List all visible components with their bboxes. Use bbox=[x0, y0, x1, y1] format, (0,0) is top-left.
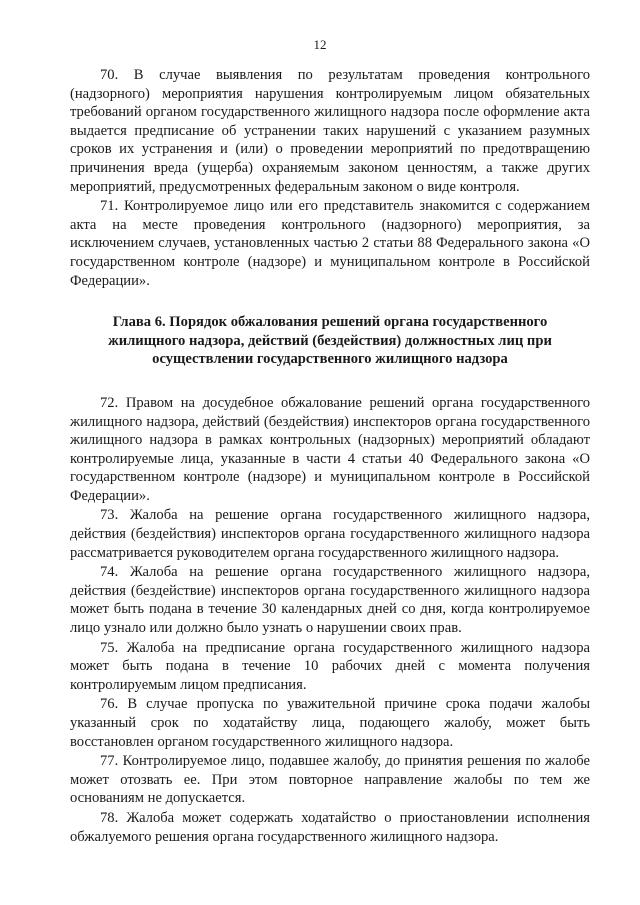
paragraph-70: 70. В случае выявления по результатам проведения контрольного (надзорного) мероприятия нарушения контролируемым лицом обязательных требований органом государственного жилищного надзора после оформление акта выдается предписание об устранении таких нарушений с указанием разумных сроков их устранения и (или) о проведении мероприятий по предотвращению причинения вреда (ущерба) охраняемым законом ценностям, а также других мероприятий, предусмотренных федеральным законом о виде контроля. bbox=[70, 67, 590, 195]
paragraph-78: 78. Жалоба может содержать ходатайство о приостановлении исполнения обжалуемого решения органа государственного жилищного надзора. bbox=[70, 809, 590, 845]
page-number: 12 bbox=[313, 37, 327, 52]
paragraph-71: 71. Контролируемое лицо или его представитель знакомится с содержанием акта на месте проведения контрольного (надзорного) мероприятия, за исключением случаев, установленных частью 2 статьи 88 Федерального закона «О государственном контроле (надзоре) и муниципальном контроле в Российской Федерации». bbox=[70, 198, 590, 289]
paragraph-72: 72. Правом на досудебное обжалование решений органа государственного жилищного надзора, действий (бездействия) инспекторов органа государственного жилищного надзора в рамках контрольных (надзорных) мероприятий обладают контролируемые лица, указанные в части 4 статьи 40 Федерального закона «О государственном контроле (надзоре) и муниципальном контроле в Российской Федерации». bbox=[70, 394, 590, 504]
paragraph-74: 74. Жалоба на решение органа государственного жилищного надзора, действия (бездействие) инспекторов органа государственного жилищного надзора может быть подана в течение 30 календарных дней со дня, когда контролируемое лицо узнало или должно было узнать о нарушении своих прав. bbox=[70, 564, 590, 637]
paragraph-77: 77. Контролируемое лицо, подавшее жалобу, до принятия решения по жалобе может отозвать ее. При этом повторное направление жалобы по тем же основаниям не допускается. bbox=[70, 753, 590, 807]
document-body bbox=[70, 66, 590, 847]
paragraph-75: 75. Жалоба на предписание органа государственного жилищного надзора может быть подана в течение 10 рабочих дней с момента получения контролируемым лицом предписания. bbox=[70, 639, 590, 693]
paragraph-76: 76. В случае пропуска по уважительной причине срока подачи жалобы указанный срок по ходатайству лица, подающего жалобу, может быть восстановлен органом государственного жилищного надзора. bbox=[70, 696, 590, 750]
paragraph-73: 73. Жалоба на решение органа государственного жилищного надзора, действия (бездействия) инспекторов органа государственного жилищного надзора рассматривается руководителем органа государственного жилищного надзора. bbox=[70, 507, 590, 561]
chapter-heading: Глава 6. Порядок обжалования решений органа государственного жилищного надзора, действий (бездействия) должностных лиц при осуществлении государственного жилищного надзора bbox=[108, 314, 552, 368]
